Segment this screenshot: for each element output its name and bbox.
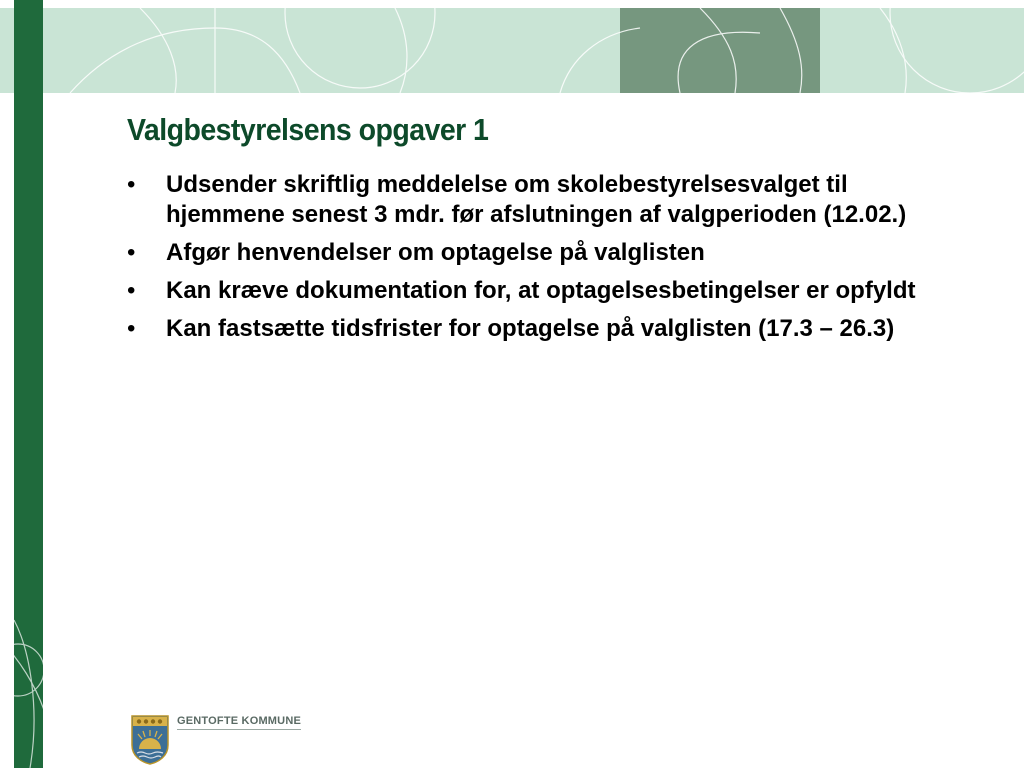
bullet-dot-icon: • — [127, 315, 136, 342]
slide-title: Valgbestyrelsens opgaver 1 — [127, 112, 489, 147]
footer-logo — [131, 715, 301, 765]
bullet-dot-icon: • — [127, 239, 136, 266]
coat-of-arms-icon — [131, 715, 169, 765]
bullet-item — [127, 314, 957, 344]
bullet-item — [127, 238, 957, 268]
bullet-text: Kan fastsætte tidsfrister for optagelse på valglisten (17.3 – 26.3) — [166, 315, 895, 342]
header-decoration — [0, 8, 1024, 93]
bullet-text: Kan kræve dokumentation for, at optagelsesbetingelser er opfyldt — [166, 277, 916, 304]
bullet-item — [127, 276, 957, 306]
bullet-dot-icon: • — [127, 171, 136, 198]
left-decoration — [0, 590, 50, 768]
bullet-text: Udsender skriftlig meddelelse om skolebestyrelsesvalget til hjemmene senest 3 mdr. før afslutningen af valgperioden (12.02.) — [166, 171, 907, 228]
bullet-dot-icon: • — [127, 277, 136, 304]
bullet-item — [127, 170, 957, 230]
bullet-text: Afgør henvendelser om optagelse på valglisten — [166, 239, 705, 266]
bullet-list — [127, 170, 957, 352]
organization-name: GENTOFTE KOMMUNE — [177, 715, 301, 730]
